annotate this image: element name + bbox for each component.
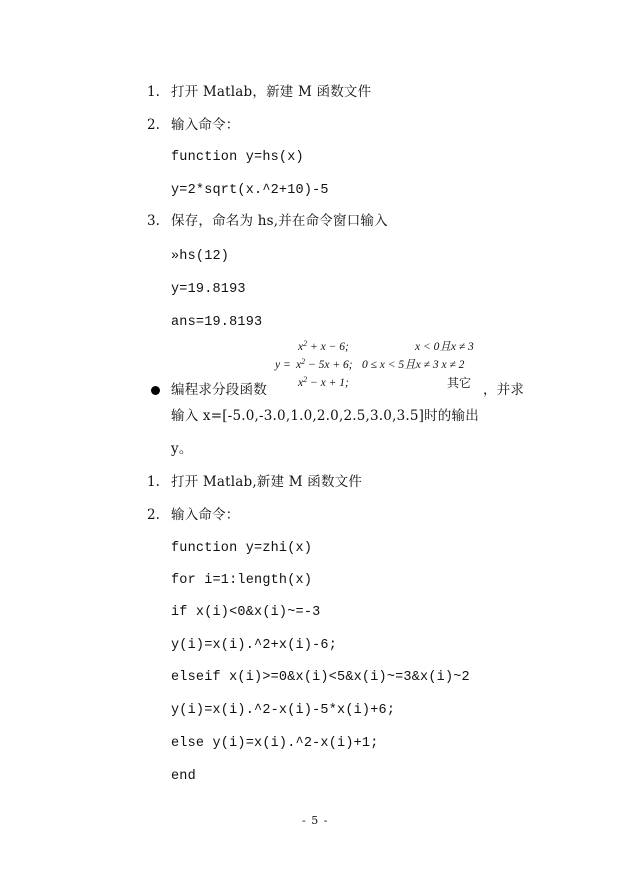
formula-condition: 0 ≤ x < 5且x ≠ 3 x ≠ 2 [362,359,465,371]
formula-condition: x < 0且x ≠ 3 [415,341,474,353]
formula-lhs: y = [275,359,291,371]
formula-expression: $x^2 - x + 1$; [298,375,349,389]
code-line: y(i)=x(i).^2-x(i)-5*x(i)+6; [171,703,396,718]
step-number: 1. [147,84,160,100]
session-line: ans=19.8193 [171,315,263,330]
code-line: for i=1:length(x) [171,573,313,588]
step-text: 输入命令： [171,117,240,133]
session-line: y=19.8193 [171,282,246,297]
code-line: elseif x(i)>=0&x(i)<5&x(i)~=3&x(i)~2 [171,670,470,685]
code-line: function y=zhi(x) [171,541,313,556]
formula-condition: 其它 [447,376,472,390]
step-number: 3. [147,213,160,229]
code-line: y=2*sqrt(x.^2+10)-5 [171,183,329,198]
bullet-icon [151,386,160,395]
task-text: 编程求分段函数 [171,382,267,398]
formula-expression: $x^2 + x - 6$; [298,339,349,353]
step-text: 输入命令： [171,507,240,523]
code-line: y(i)=x(i).^2+x(i)-6; [171,638,338,653]
code-line: if x(i)<0&x(i)~=-3 [171,605,321,620]
step-number: 2. [147,507,160,523]
code-line: else y(i)=x(i).^2-x(i)+1; [171,736,379,751]
step-number: 2. [147,117,160,133]
step-number: 1. [147,474,160,490]
session-line: »hs(12) [171,249,230,264]
page-number: - 5 - [302,814,329,827]
code-line: end [171,769,196,784]
task-text: 输入 x=[-5.0,-3.0,1.0,2.0,2.5,3.0,3.5]时的输出 [171,408,479,424]
step-text: 打开 Matlab，新建 M 函数文件 [171,84,372,100]
code-line: function y=hs(x) [171,150,304,165]
task-text: y。 [171,441,193,457]
step-text: 保存，命名为 hs,并在命令窗口输入 [171,213,388,229]
formula-expression: $x^2 - 5x + 6$; [296,357,353,371]
task-text-tail: ，并求 [483,382,525,398]
step-text: 打开 Matlab,新建 M 函数文件 [171,474,363,490]
